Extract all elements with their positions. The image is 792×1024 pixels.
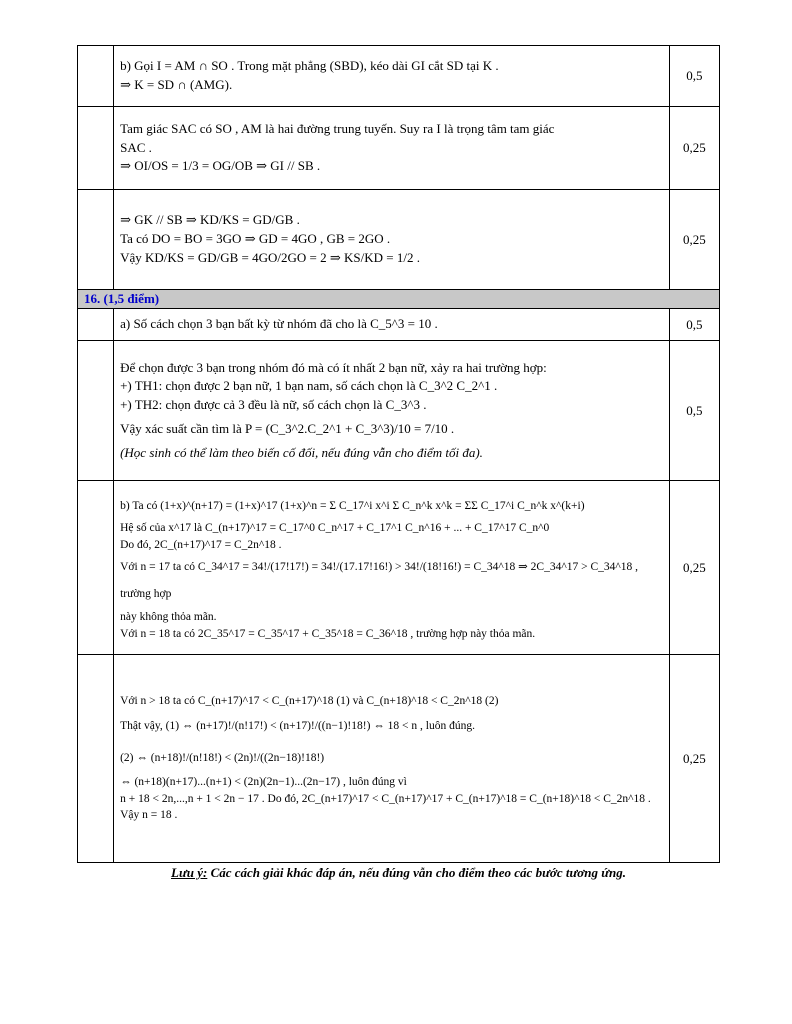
score-cell: 0,25 [669, 655, 719, 863]
table-row [78, 190, 720, 290]
line: Vậy xác suất cần tìm là P = (C_3^2.C_2^1 + C_3^3)/10 = 7/10 . [120, 421, 455, 437]
left-margin-cell [78, 46, 114, 107]
content-cell [114, 481, 670, 655]
line: (Học sinh có thể làm theo biến cố đối, nếu đúng vẫn cho điểm tối đa). [120, 444, 483, 460]
left-margin-cell [78, 107, 114, 190]
line: ⇔ (n+18)(n+17)...(n+1) < (2n)(2n−1)...(2n−17) , luôn đúng vì [120, 776, 407, 789]
line: SAC . [120, 139, 152, 155]
line: Tam giác SAC có SO , AM là hai đường trung tuyến. Suy ra I là trọng tâm tam giác [120, 120, 555, 136]
score-cell: 0,5 [669, 341, 719, 481]
line: +) TH1: chọn được 2 bạn nữ, 1 bạn nam, số cách chọn là C_3^2 C_2^1 . [120, 378, 498, 394]
score-cell: 0,25 [669, 481, 719, 655]
content-cell [114, 655, 670, 863]
line: a) Số cách chọn 3 bạn bất kỳ từ nhóm đã cho là C_5^3 = 10 . [120, 316, 438, 332]
footnote [77, 865, 720, 881]
line: b) Ta có (1+x)^(n+17) = (1+x)^17 (1+x)^n = Σ C_17^i x^i Σ C_n^k x^k = ΣΣ C_17^i C_n^k x^(k+i) [120, 499, 585, 512]
content-cell [114, 107, 670, 190]
footnote-text: Các cách giải khác đáp án, nếu đúng vẫn cho điểm theo các bước tương ứng. [207, 865, 626, 880]
line: (2) ⇔ (n+18)!/(n!18!) < (2n)!/((2n−18)!18!) [120, 751, 325, 764]
table-row [78, 46, 720, 107]
line: ⇒ K = SD ∩ (AMG). [120, 77, 233, 92]
left-margin-cell [78, 309, 114, 341]
line: Ta có DO = BO = 3GO ⇒ GD = 4GO , GB = 2GO . [120, 231, 391, 247]
line: Với n > 18 ta có C_(n+17)^17 < C_(n+17)^18 (1) và C_(n+18)^18 < C_2n^18 (2) [120, 694, 499, 707]
content-cell [114, 46, 670, 107]
left-margin-cell [78, 190, 114, 290]
table-row [78, 341, 720, 481]
content-cell [114, 309, 670, 341]
line: ⇒ GK // SB ⇒ KD/KS = GD/GB . [120, 212, 300, 228]
line: +) TH2: chọn được cả 3 đều là nữ, số cách chọn là C_3^3 . [120, 397, 427, 413]
table-row [78, 309, 720, 341]
footnote-label: Lưu ý: [171, 865, 208, 880]
content-cell [114, 341, 670, 481]
line: Với n = 17 ta có C_34^17 = 34!/(17!17!) = 34!/(17.17!16!) > 34!/(18!16!) = C_34^18 ⇒ 2C_34^17 > C_34^18 , trường hợp [120, 560, 639, 601]
score-cell: 0,25 [669, 107, 719, 190]
score-cell: 0,5 [669, 46, 719, 107]
content-cell [114, 190, 670, 290]
line: Vậy KD/KS = GD/GB = 4GO/2GO = 2 ⇒ KS/KD = 1/2 . [120, 249, 420, 265]
table-row [78, 107, 720, 190]
line: n + 18 < 2n,...,n + 1 < 2n − 17 . Do đó, 2C_(n+17)^17 < C_(n+17)^17 + C_(n+17)^18 = C_(n+18)^18 < C_2n^18 . [120, 792, 651, 805]
left-margin-cell [78, 655, 114, 863]
section-header-row [78, 290, 720, 309]
line: này không thỏa mãn. [120, 610, 217, 623]
line: Với n = 18 ta có 2C_35^17 = C_35^17 + C_35^18 = C_36^18 , trường hợp này thỏa mãn. [120, 627, 536, 640]
score-cell: 0,25 [669, 190, 719, 290]
section-header: 16. (1,5 điểm) [78, 290, 720, 309]
line: Để chọn được 3 bạn trong nhóm đó mà có ít nhất 2 bạn nữ, xảy ra hai trường hợp: [120, 359, 547, 375]
answer-table [77, 45, 720, 863]
line: Do đó, 2C_(n+17)^17 = C_2n^18 . [120, 539, 282, 552]
line: Vậy n = 18 . [120, 809, 178, 822]
line: ⇒ OI/OS = 1/3 = OG/OB ⇒ GI // SB . [120, 158, 321, 174]
left-margin-cell [78, 341, 114, 481]
table-row [78, 481, 720, 655]
line: Thật vậy, (1) ⇔ (n+17)!/(n!17!) < (n+17)!/((n−1)!18!) ⇔ 18 < n , luôn đúng. [120, 719, 475, 732]
line: Hệ số của x^17 là C_(n+17)^17 = C_17^0 C_n^17 + C_17^1 C_n^16 + ... + C_17^17 C_n^0 [120, 522, 550, 535]
left-margin-cell [78, 481, 114, 655]
table-row [78, 655, 720, 863]
score-cell: 0,5 [669, 309, 719, 341]
line: b) Gọi I = AM ∩ SO . Trong mặt phẳng (SBD), kéo dài GI cắt SD tại K . [120, 58, 499, 74]
